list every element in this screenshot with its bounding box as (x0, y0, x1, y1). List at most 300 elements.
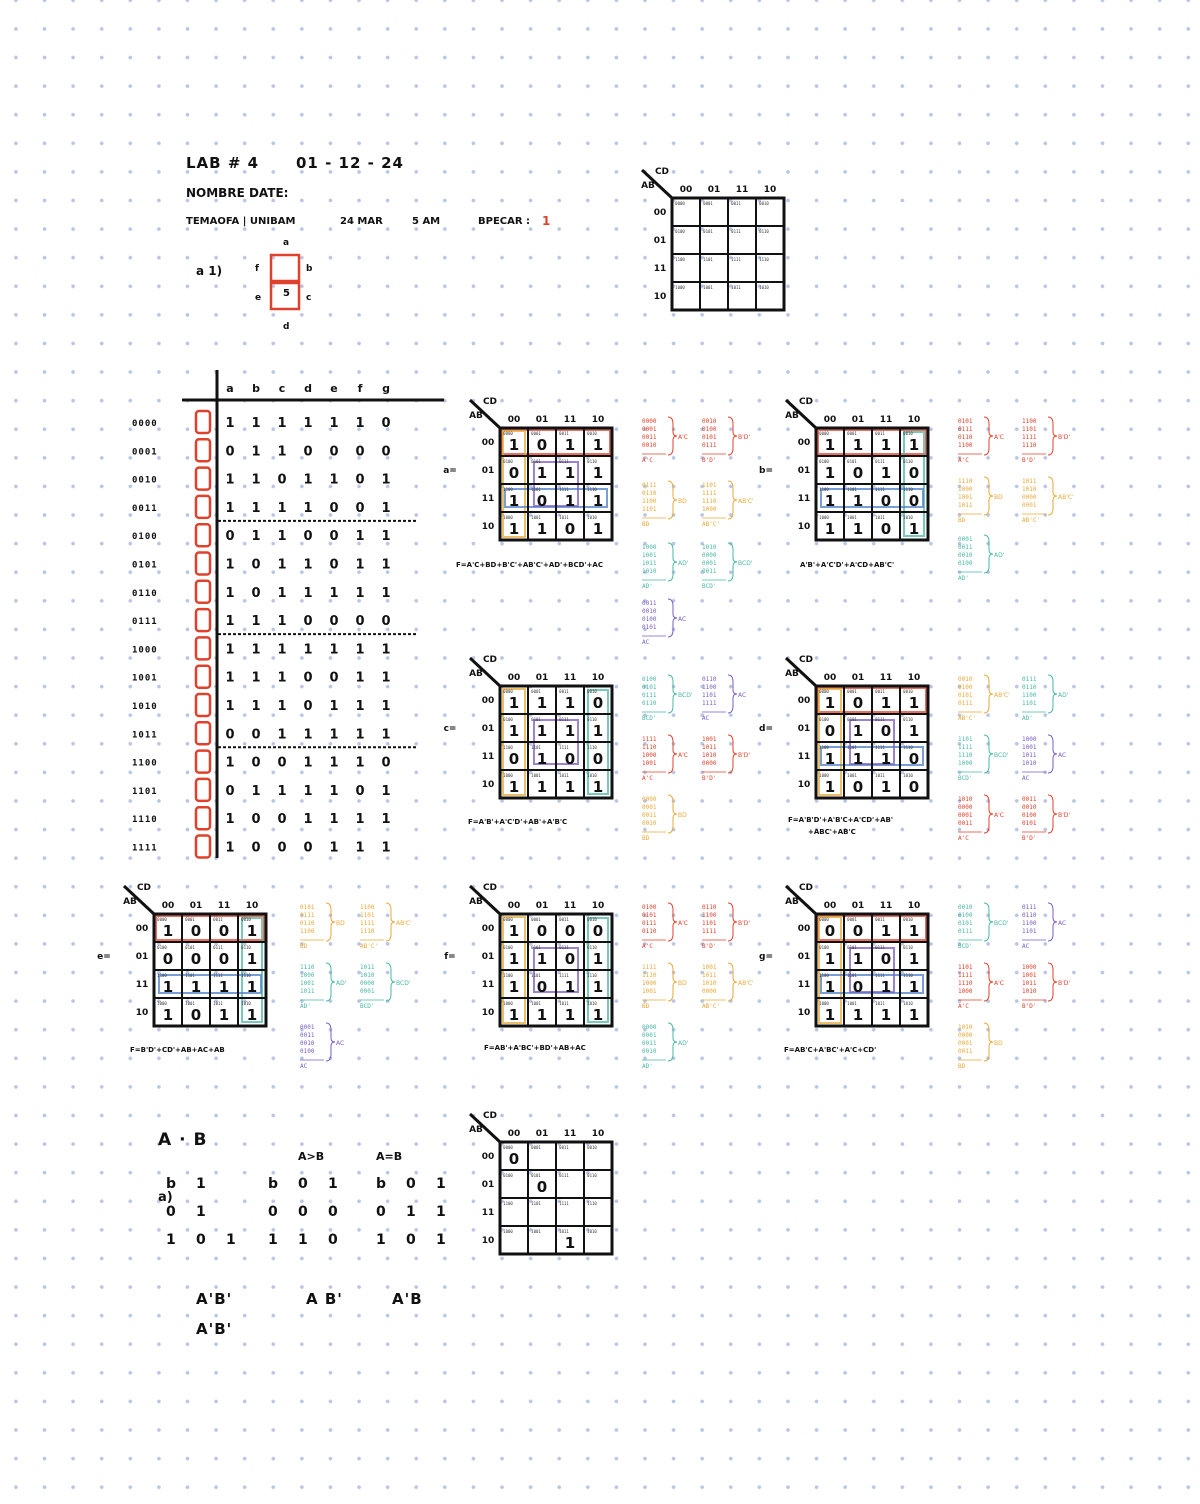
truth-table-cell: 1 (251, 416, 261, 431)
kmap-ab-label: AB (469, 411, 483, 421)
kmap-col-label: 00 (823, 901, 837, 911)
truth-table-cell: 0 (329, 500, 339, 516)
group-note-result: A'C (958, 1003, 969, 1010)
group-note-svg (1020, 672, 1070, 724)
group-note-result: BCD' (360, 1003, 375, 1010)
group-note-term: B'D' (738, 752, 751, 759)
group-note-term: BCD' (994, 920, 1009, 927)
group-note-row: 0100 (958, 684, 973, 691)
kmap-row-label: 11 (481, 1208, 495, 1218)
group-note-row: 1010 (702, 752, 717, 759)
group-note-row: 0110 (702, 676, 717, 683)
kmap-row-label: 10 (135, 1008, 149, 1018)
truth-table-input: 0100 (132, 532, 158, 543)
group-note-row: 1000 (702, 506, 717, 513)
truth-table-red-box (196, 439, 210, 461)
group-note-svg (640, 960, 690, 1012)
group-note-svg (956, 672, 1010, 724)
kmap-prefix: e= (97, 951, 111, 962)
kmap-cell-value: 1 (880, 922, 892, 940)
truth-table-cell: 0 (303, 529, 313, 545)
truth-table-input: 0011 (132, 503, 158, 514)
kmap-minterm: 0100 (503, 717, 513, 722)
group-note-row: 0100 (300, 1048, 315, 1055)
kmap-row-label: 10 (797, 780, 811, 790)
group-note-brace (1048, 675, 1057, 713)
kmap-minterm: 0101 (185, 945, 195, 950)
group-note-result: AD' (958, 575, 969, 582)
group-note-brace (984, 477, 993, 515)
group-note-svg (700, 540, 753, 592)
kmap-minterm: 0110 (587, 717, 597, 722)
group-note-svg (956, 900, 1009, 952)
group-note (298, 960, 348, 1012)
truth-table-cell: 1 (277, 670, 287, 686)
group-note-brace (386, 903, 395, 941)
kmap-cell-value: 0 (908, 464, 920, 482)
group-note-brace (728, 675, 737, 713)
kmap-minterm: 1010 (587, 773, 597, 778)
truth-table-cell: 1 (329, 840, 339, 856)
kmap-minterm: 0000 (819, 431, 829, 436)
kmap-minterm: 0011 (559, 917, 569, 922)
kmap-cell-value: 0 (508, 1150, 520, 1168)
comparison-cell: 1 (196, 1176, 207, 1192)
group-note-row: 1101 (360, 912, 375, 919)
kmap-cell-value: 1 (508, 950, 520, 968)
group-note (640, 414, 690, 466)
group-note-row: 0010 (702, 418, 717, 425)
group-note-row: 1111 (360, 920, 375, 927)
truth-table-input: 0111 (132, 617, 158, 628)
group-note-row: 0100 (1022, 812, 1037, 819)
group-note-row: 0101 (300, 904, 315, 911)
group-note-row: 0011 (642, 812, 657, 819)
kmap-minterm: 1000 (503, 515, 513, 520)
kmap-minterm: 1111 (875, 487, 885, 492)
group-note-term: B'D' (1058, 434, 1071, 441)
group-note-svg (956, 960, 1006, 1012)
group-note-row: 0011 (958, 1048, 973, 1055)
group-note-svg (298, 960, 348, 1012)
kmap-svg (97, 883, 270, 1032)
group-note-row: 1001 (642, 988, 657, 995)
group-note-row: 0000 (958, 804, 973, 811)
kmap-col-label: 00 (507, 1129, 521, 1139)
kmap-cell-value: 0 (908, 492, 920, 510)
group-note-term: AD' (678, 1040, 689, 1047)
kmap-svg (759, 883, 932, 1032)
truth-table-cell: 0 (303, 444, 313, 460)
truth-table-cell: 1 (355, 755, 365, 771)
group-note-result: A'C (642, 775, 653, 782)
group-note-result: B'D' (1022, 457, 1037, 464)
group-note-row: 1101 (702, 920, 717, 927)
truth-table-cell: 1 (355, 670, 365, 686)
truth-table-header: g (382, 382, 390, 395)
group-note-row: 1011 (300, 988, 315, 995)
segment-letter-f: f (255, 264, 259, 274)
kmap-minterm: 1001 (185, 1001, 195, 1006)
kmap-cd-label: CD (798, 883, 814, 893)
truth-table-cell: 0 (303, 840, 313, 856)
expr-c: F=A'B'+A'C'D'+AB'+A'B'C (468, 818, 568, 826)
group-note-brace (668, 675, 677, 713)
group-note-row: 1001 (642, 552, 657, 559)
group-note-term: BD (678, 498, 687, 505)
comparison-cell: 0 (406, 1176, 417, 1192)
answer-3: A'B (392, 1290, 423, 1308)
group-note-row: 1001 (702, 964, 717, 971)
truth-table-header: c (278, 382, 286, 395)
group-note-row: 0111 (1022, 904, 1037, 911)
kmap-svg (759, 397, 932, 546)
kmap-minterm: 0100 (675, 229, 685, 234)
group-note-result: BD (958, 517, 966, 524)
truth-table-cell: 1 (303, 416, 313, 431)
kmap-minterm: 1111 (559, 1201, 569, 1206)
group-note (1020, 672, 1070, 724)
group-note-result: AC (702, 715, 710, 722)
kmap-cell-value: 1 (162, 1006, 174, 1024)
truth-table-cell: 1 (277, 614, 287, 630)
kmap-minterm: 0101 (531, 717, 541, 722)
group-note-row: 1111 (702, 928, 717, 935)
kmap-minterm: 0110 (759, 229, 769, 234)
kmap-blank-top (640, 168, 788, 316)
group-note-row: 0111 (958, 700, 973, 707)
segment-letter-b: b (306, 264, 313, 274)
group-note-result: AB'C' (360, 943, 379, 950)
truth-table-cell: 0 (329, 529, 339, 545)
kmap-cd-label: CD (482, 397, 498, 407)
kmap-cell-value: 0 (824, 722, 836, 740)
group-note-row: 1100 (958, 442, 973, 449)
group-note-svg (956, 474, 1006, 526)
kmap-cd-label: CD (654, 167, 670, 177)
group-note (640, 540, 690, 592)
group-note (640, 960, 690, 1012)
group-note-term: AC (1058, 752, 1067, 759)
group-note-svg (956, 732, 1009, 784)
group-note (298, 900, 348, 952)
kmap-svg (444, 883, 616, 1032)
truth-table-cell: 1 (329, 699, 339, 714)
kmap-b (759, 397, 932, 546)
group-note-row: 1111 (1022, 434, 1037, 441)
truth-table-cell: 1 (355, 727, 365, 743)
kmap-cd-label: CD (482, 883, 498, 893)
truth-table-input: 0000 (132, 419, 158, 429)
truth-table-cell: 1 (329, 727, 339, 743)
group-note-result: AB'C' (958, 715, 977, 722)
truth-table-cell: 0 (251, 557, 261, 573)
kmap-minterm: 1111 (559, 745, 569, 750)
group-note (640, 672, 693, 724)
kmap-row-label: 01 (797, 952, 811, 962)
truth-table-red-box (196, 496, 210, 518)
group-note-row: 1101 (702, 482, 717, 489)
group-note-result: B'D' (1022, 1003, 1037, 1010)
group-note-svg (640, 1020, 690, 1072)
truth-table-input: 1001 (132, 673, 158, 684)
group-note-row: 0100 (642, 676, 657, 683)
truth-table-cell: 1 (329, 585, 339, 601)
truth-table-header: b (252, 382, 260, 395)
truth-table-cell: 1 (355, 812, 365, 828)
kmap-minterm: 0111 (875, 459, 885, 464)
kmap-cell-value: 1 (246, 1006, 258, 1024)
kmap-minterm: 0101 (531, 1173, 541, 1178)
group-note-row: 0011 (300, 1032, 315, 1039)
kmap-minterm: 1101 (531, 487, 541, 492)
kmap-col-label: 01 (535, 901, 549, 911)
group-note-result: A'C (958, 835, 969, 842)
group-note (1020, 732, 1070, 784)
group-note-row: 0010 (1022, 804, 1037, 811)
group-note-svg (298, 900, 348, 952)
answer-4: A'B' (196, 1320, 233, 1338)
comparison-cell: 0 (376, 1204, 387, 1220)
group-note-brace (668, 417, 677, 455)
header-line3-mark: 1 (542, 214, 551, 228)
kmap-cell-value: 0 (824, 922, 836, 940)
kmap-minterm: 1001 (847, 515, 857, 520)
group-note-row: 1101 (958, 964, 973, 971)
kmap-cell-value: 1 (536, 464, 548, 482)
group-note-svg (358, 900, 412, 952)
truth-table-cell: 1 (381, 529, 391, 545)
kmap-cell-value: 0 (218, 922, 230, 940)
group-note-svg (1020, 414, 1070, 466)
group-note-row: 0011 (642, 434, 657, 441)
answer-1: A'B' (196, 1290, 233, 1308)
kmap-minterm: 1001 (531, 1001, 541, 1006)
kmap-minterm: 0110 (903, 945, 913, 950)
kmap-col-label: 00 (823, 415, 837, 425)
kmap-minterm: 0000 (157, 917, 167, 922)
kmap-f (444, 883, 616, 1032)
group-note-row: 0100 (642, 616, 657, 623)
kmap-cell-value: 0 (852, 978, 864, 996)
truth-table-cell: 0 (225, 529, 235, 545)
group-note-svg (1020, 900, 1070, 952)
kmap-col-label: 11 (563, 673, 577, 683)
kmap-ab-label: AB (469, 669, 483, 679)
kmap-cell-value: 1 (880, 978, 892, 996)
truth-table-cell: 1 (251, 642, 261, 658)
name-date-label: NOMBRE DATE: (186, 186, 289, 200)
group-note-row: 0110 (300, 920, 315, 927)
group-note-row: 0011 (1022, 796, 1037, 803)
kmap-minterm: 0010 (903, 917, 913, 922)
group-note-row: 0110 (1022, 912, 1037, 919)
kmap-cell-value: 0 (190, 922, 202, 940)
group-note-row: 0001 (958, 1040, 973, 1047)
kmap-minterm: 0101 (847, 459, 857, 464)
group-note-svg (1020, 792, 1070, 844)
group-note-row: 0010 (642, 442, 657, 449)
group-note-row: 0100 (958, 912, 973, 919)
group-note-svg (640, 478, 690, 530)
kmap-cell-value: 0 (536, 436, 548, 454)
group-note-row: 1111 (958, 744, 973, 751)
group-note-result: B'D' (702, 943, 717, 950)
group-note-row: 0111 (1022, 676, 1037, 683)
group-note-row: 0001 (360, 988, 375, 995)
group-note-row: 1100 (1022, 920, 1037, 927)
kmap-minterm: 1101 (847, 487, 857, 492)
segment-letter-d: d (283, 322, 290, 332)
truth-table-cell: 1 (251, 699, 261, 714)
truth-table-red-box (196, 609, 210, 631)
group-note-row: 1011 (642, 560, 657, 567)
group-note-svg (956, 414, 1006, 466)
kmap-minterm: 0100 (819, 945, 829, 950)
kmap-cell-value: 1 (508, 694, 520, 712)
truth-table-cell: 1 (225, 642, 235, 658)
kmap-ab-label: AB (785, 897, 799, 907)
group-note-term: BD (336, 920, 345, 927)
group-note-result: BCD' (958, 775, 973, 782)
truth-table-cell: 0 (381, 755, 391, 771)
group-note-row: 1001 (1022, 744, 1037, 751)
group-note-term: AB'C' (738, 980, 754, 987)
group-note-row: 1100 (642, 498, 657, 505)
group-note-row: 1110 (958, 752, 973, 759)
truth-table-input: 0101 (132, 560, 158, 571)
group-note-brace (1048, 417, 1057, 455)
kmap-col-label: 01 (851, 901, 865, 911)
truth-table-cell: 0 (251, 727, 261, 743)
group-note-result: B'D' (1022, 835, 1037, 842)
kmap-minterm: 1110 (903, 745, 913, 750)
kmap-minterm: 0001 (531, 689, 541, 694)
group-note-row: 0101 (958, 692, 973, 699)
group-note-row: 0001 (300, 1024, 315, 1031)
kmap-minterm: 0111 (875, 717, 885, 722)
comparison-cell: 0 (268, 1204, 279, 1220)
kmap-row-label: 11 (797, 980, 811, 990)
group-note-row: 1001 (958, 494, 973, 501)
group-note-row: 1110 (958, 478, 973, 485)
kmap-cell-value: 1 (162, 922, 174, 940)
bottom-title: A · B (158, 1130, 208, 1150)
truth-table-cell: 1 (381, 500, 391, 516)
comparison-cell: 0 (166, 1204, 177, 1220)
kmap-svg (468, 1112, 616, 1260)
kmap-col-label: 01 (535, 673, 549, 683)
kmap-cell-value: 0 (190, 950, 202, 968)
kmap-row-label: 10 (481, 780, 495, 790)
kmap-cell-value: 1 (564, 492, 576, 510)
group-note-term: BD (678, 980, 687, 987)
group-note-svg (700, 960, 754, 1012)
kmap-minterm: 1101 (185, 973, 195, 978)
kmap-minterm: 1001 (703, 285, 713, 290)
kmap-row-label: 11 (481, 752, 495, 762)
group-note-result: AC (642, 639, 650, 646)
comparison-cell: 1 (226, 1232, 237, 1248)
kmap-row-label: 11 (135, 980, 149, 990)
truth-table-cell: 1 (225, 840, 235, 856)
group-note-result: BD (642, 1003, 650, 1010)
group-note-result: AD' (300, 1003, 311, 1010)
truth-table-cell: 1 (277, 585, 287, 601)
kmap-cell-value: 1 (162, 978, 174, 996)
truth-table-header: d (304, 382, 312, 395)
expr-a: F=A'C+BD+B'C'+AB'C'+AD'+BCD'+AC (456, 561, 603, 569)
group-note-row: 0100 (702, 426, 717, 433)
group-note-row: 1000 (642, 544, 657, 551)
group-note-term: B'D' (1058, 812, 1071, 819)
group-note (700, 960, 754, 1012)
group-note-svg (640, 672, 693, 724)
group-note-row: 0110 (642, 490, 657, 497)
kmap-col-label: 10 (591, 1129, 605, 1139)
truth-table-header: e (330, 382, 338, 395)
kmap-minterm: 0011 (875, 431, 885, 436)
kmap-col-label: 11 (879, 673, 893, 683)
kmap-minterm: 1000 (819, 1001, 829, 1006)
group-note-brace (668, 599, 677, 637)
kmap-minterm: 0110 (241, 945, 251, 950)
truth-table-cell: 0 (329, 444, 339, 460)
group-note-result: A'C (642, 943, 653, 950)
group-note-row: 0011 (642, 600, 657, 607)
group-note-term: BD (994, 494, 1003, 501)
kmap-minterm: 0011 (875, 917, 885, 922)
kmap-minterm: 0011 (559, 1145, 569, 1150)
comparison-cell: 0 (298, 1204, 309, 1220)
truth-table-cell: 0 (329, 614, 339, 630)
kmap-cell-value: 1 (880, 750, 892, 768)
kmap-minterm: 1011 (559, 515, 569, 520)
kmap-cell-value: 1 (852, 750, 864, 768)
kmap-row-label: 10 (481, 1008, 495, 1018)
group-note-row: 1110 (300, 964, 315, 971)
group-note (956, 732, 1009, 784)
kmap-row-label: 00 (797, 696, 811, 706)
kmap-cell-value: 1 (908, 1006, 920, 1024)
group-note-term: AC (738, 692, 747, 699)
group-note-row: 1100 (300, 928, 315, 935)
segment-digit: 5 (283, 288, 290, 299)
truth-table-cell: 1 (251, 529, 261, 545)
truth-table-cell: 1 (225, 585, 235, 601)
kmap-cell-value: 0 (564, 950, 576, 968)
group-note-row: 1100 (360, 904, 375, 911)
group-note-brace (728, 481, 737, 519)
kmap-col-label: 01 (535, 1129, 549, 1139)
comparison-cell: 1 (268, 1232, 279, 1248)
kmap-row-label: 00 (481, 1152, 495, 1162)
truth-table-cell: 0 (355, 472, 365, 488)
kmap-row-label: 01 (797, 466, 811, 476)
comparison-cell: 1 (376, 1232, 387, 1248)
group-note (298, 1020, 348, 1072)
truth-table-cell: 1 (303, 472, 313, 488)
kmap-minterm: 0010 (587, 917, 597, 922)
kmap-ab-label: AB (641, 181, 655, 191)
group-note-term: AD' (678, 560, 689, 567)
group-note (1020, 960, 1070, 1012)
kmap-minterm: 0001 (847, 431, 857, 436)
kmap-minterm: 0110 (587, 1173, 597, 1178)
kmap-minterm: 1100 (503, 487, 513, 492)
kmap-cell-value: 1 (564, 436, 576, 454)
truth-table-red-box (196, 553, 210, 575)
